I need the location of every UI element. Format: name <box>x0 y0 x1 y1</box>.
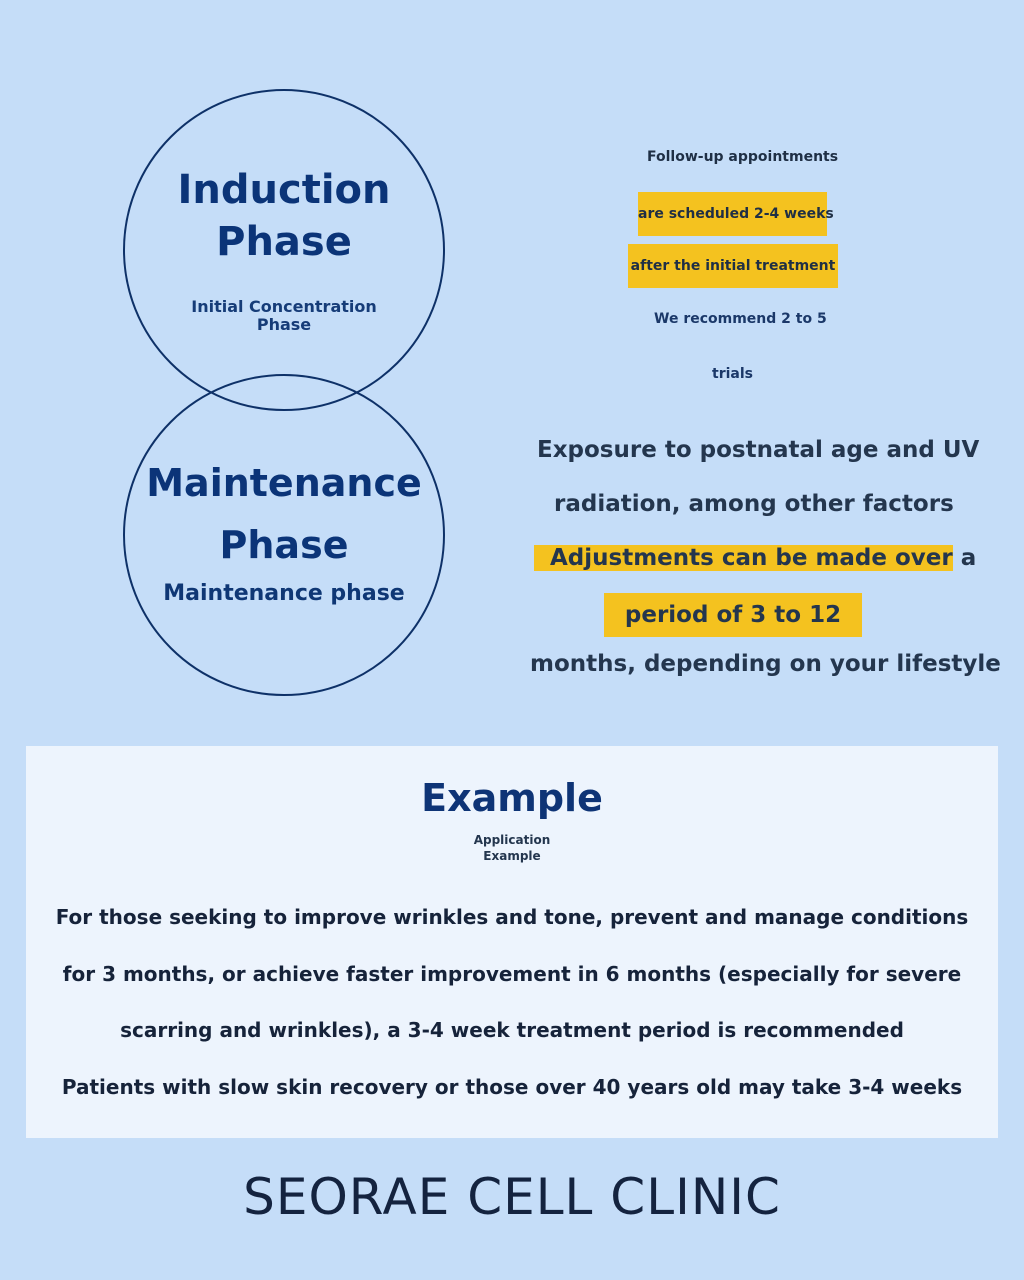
example-body-line4: Patients with slow skin recovery or those over 40 years old may take 3-4 weeks <box>61 1075 963 1099</box>
maintenance-phase-subtitle: Maintenance phase <box>163 581 405 606</box>
maintenance-title-line2: Phase <box>219 523 349 567</box>
exposure-line4-highlight: period of 3 to 12 <box>604 593 862 637</box>
follow-up-line1: Follow-up appointments <box>647 149 839 165</box>
exposure-line3-highlight: Adjustments can be made over <box>534 545 953 571</box>
induction-title-line2: Phase <box>216 219 352 265</box>
maintenance-title-line1: Maintenance <box>146 461 422 505</box>
induction-phase-title <box>124 164 444 268</box>
example-title: Example <box>421 776 603 820</box>
follow-up-line5: trials <box>712 366 753 382</box>
example-subtitle <box>412 832 612 864</box>
exposure-line3-rest: a <box>952 545 977 571</box>
example-subtitle-line1: Application <box>473 833 551 847</box>
follow-up-line3-highlight: after the initial treatment <box>628 244 838 288</box>
example-body-line3: scarring and wrinkles), a 3-4 week treatment period is recommended <box>120 1018 904 1042</box>
induction-phase-subtitle <box>124 298 444 334</box>
exposure-line5: months, depending on your lifestyle <box>530 651 1001 677</box>
induction-title-line1: Induction <box>177 167 391 213</box>
exposure-line1: Exposure to postnatal age and UV <box>537 437 980 463</box>
follow-up-line2-highlight: are scheduled 2-4 weeks <box>638 192 827 236</box>
exposure-line3 <box>550 545 976 571</box>
induction-subtitle-line1: Initial Concentration <box>191 297 377 316</box>
induction-subtitle-line2: Phase <box>256 315 312 334</box>
clinic-brand-footer: SEORAE CELL CLINIC <box>243 1168 781 1226</box>
example-subtitle-line2: Example <box>483 849 541 863</box>
example-body-line2: for 3 months, or achieve faster improvement in 6 months (especially for severe <box>62 962 962 986</box>
exposure-line2: radiation, among other factors <box>554 491 954 517</box>
maintenance-phase-title <box>124 452 444 576</box>
example-body-line1: For those seeking to improve wrinkles and tone, prevent and manage conditions <box>55 905 969 929</box>
follow-up-line4: We recommend 2 to 5 <box>654 311 827 327</box>
